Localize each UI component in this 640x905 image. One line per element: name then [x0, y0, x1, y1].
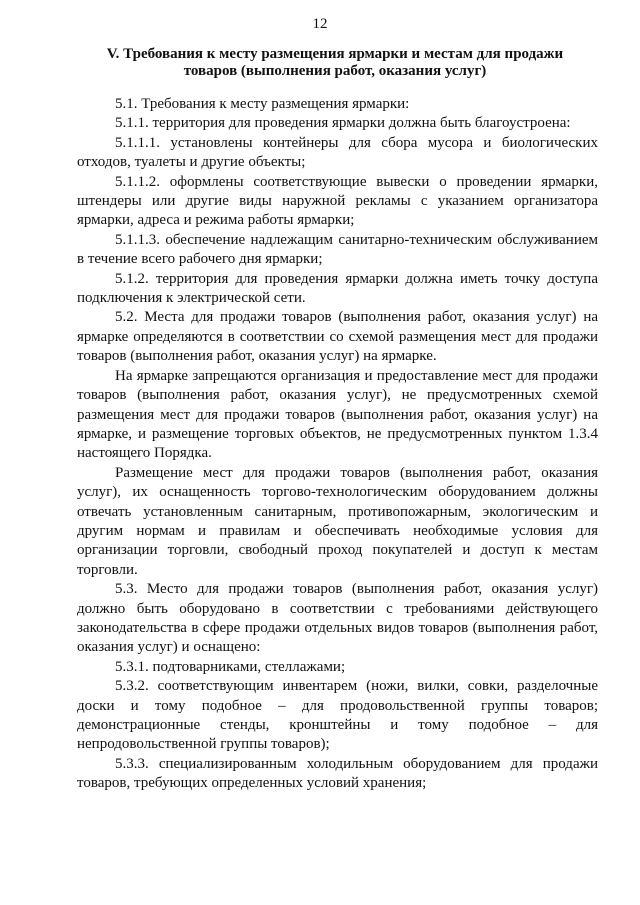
- section-title: [70, 46, 600, 80]
- paragraph-5-3-1: 5.3.1. подтоварниками, стеллажами;: [115, 658, 346, 675]
- paragraph-5-2: 5.2. Места для продажи товаров (выполнения работ, оказания услуг) на ярмарке определяются в соответствии со схемой размещения мест для продажи товаров (выполнения работ, оказания услуг) на ярмарке.: [77, 309, 598, 365]
- paragraph-5-1-2: 5.1.2. территория для проведения ярмарки должна иметь точку доступа подключения к электрической сети.: [77, 270, 598, 307]
- paragraph-5-3-2: 5.3.2. соответствующим инвентарем (ножи, вилки, совки, разделочные доски и тому подобное – для продовольственной группы товаров; демонстрационные стенды, кронштейны и тому подобное – для непродовольственной группы товаров);: [77, 678, 598, 753]
- page-number: 12: [312, 16, 328, 32]
- paragraph-5-1: 5.1. Требования к месту размещения ярмарки:: [115, 96, 410, 112]
- document-body: [77, 95, 598, 794]
- section-title-line-1: V. Требования к месту размещения ярмарки и местам для продажи: [106, 46, 564, 62]
- paragraph-placement: Размещение мест для продажи товаров (выполнения работ, оказания услуг), их оснащенность торгово-технологическим оборудованием должны отвечать установленным санитарным, противопожарным, экологическим и другим нормам и правилам и обеспечивать необходимые условия для организации торговли, свободный проход покупателей и доступ к местам торговли.: [77, 464, 598, 578]
- paragraph-5-1-1-3: 5.1.1.3. обеспечение надлежащим санитарно-техническим обслуживанием в течение всего рабочего дня ярмарки;: [77, 231, 598, 268]
- paragraph-prohibition: На ярмарке запрещаются организация и предоставление мест для продажи товаров (выполнения работ, оказания услуг), не предусмотренных схемой размещения мест для продажи товаров (выполнения работ, оказания услуг) на ярмарке, и размещение торговых объектов, не предусмотренных пунктом 1.3.4 настоящего Порядка.: [77, 367, 598, 462]
- paragraph-5-1-1-2: 5.1.1.2. оформлены соответствующие вывески о проведении ярмарки, штендеры или другие виды наружной рекламы с указанием организатора ярмарки, адреса и режима работы ярмарки;: [77, 173, 598, 229]
- section-title-line-2: товаров (выполнения работ, оказания услуг): [183, 63, 487, 79]
- paragraph-5-3-3: 5.3.3. специализированным холодильным оборудованием для продажи товаров, требующих определенных условий хранения;: [77, 755, 598, 792]
- paragraph-5-1-1: 5.1.1. территория для проведения ярмарки должна быть благоустроена:: [115, 115, 571, 132]
- paragraph-5-1-1-1: 5.1.1.1. установлены контейнеры для сбора мусора и биологических отходов, туалеты и другие объекты;: [77, 134, 598, 171]
- paragraph-5-3: 5.3. Место для продажи товаров (выполнения работ, оказания услуг) должно быть оборудовано в соответствии с требованиями действующего законодательства в сфере продажи отдельных видов товаров (выполнения работ, оказания услуг) и оснащено:: [77, 581, 598, 656]
